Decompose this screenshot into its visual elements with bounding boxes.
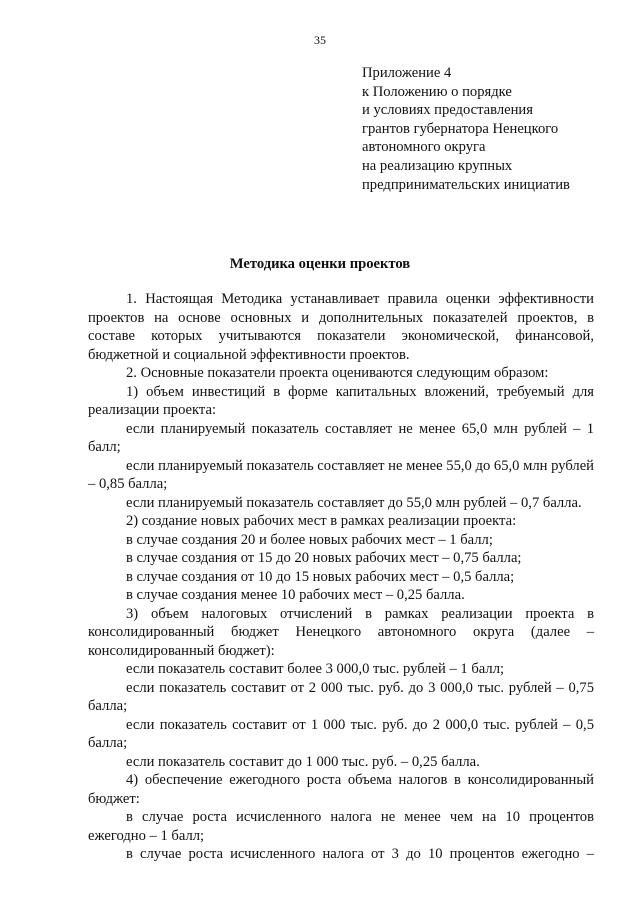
paragraph: в случае создания от 15 до 20 новых рабочих мест – 0,75 балла; bbox=[126, 550, 522, 566]
paragraph: если показатель составит более 3 000,0 тыс. рублей – 1 балл; bbox=[126, 661, 505, 677]
paragraph: в случае роста исчисленного налога не менее чем на 10 процентов ежегодно – 1 балл; bbox=[88, 809, 594, 844]
paragraph: в случае создания от 10 до 15 новых рабочих мест – 0,5 балла; bbox=[126, 568, 515, 585]
appendix-header bbox=[362, 64, 632, 194]
paragraph: если показатель составит от 2 000 тыс. руб. до 3 000,0 тыс. рублей – 0,75 балла; bbox=[88, 679, 594, 714]
paragraph: в случае роста исчисленного налога от 3 до 10 процентов ежегодно – bbox=[126, 846, 594, 862]
paragraph: 4) обеспечение ежегодного роста объема налогов в консолидированный бюджет: bbox=[88, 772, 594, 807]
appendix-line: к Положению о порядке bbox=[362, 83, 512, 100]
paragraph: 2. Основные показатели проекта оцениваются следующим образом: bbox=[126, 365, 549, 381]
paragraph: 2) создание новых рабочих мест в рамках реализации проекта: bbox=[126, 513, 517, 529]
appendix-line: грантов губернатора Ненецкого bbox=[362, 120, 559, 137]
paragraph: 1) объем инвестиций в форме капитальных вложений, требуемый для реализации проекта: bbox=[88, 383, 594, 418]
paragraph: если показатель составит от 1 000 тыс. руб. до 2 000,0 тыс. рублей – 0,5 балла; bbox=[88, 716, 594, 751]
page-number: 35 bbox=[314, 33, 326, 47]
paragraph: если планируемый показатель составляет не менее 55,0 до 65,0 млн рублей – 0,85 балла; bbox=[88, 457, 594, 492]
paragraph: если показатель составит до 1 000 тыс. руб. – 0,25 балла. bbox=[126, 753, 480, 770]
paragraph: если планируемый показатель составляет не менее 65,0 млн рублей – 1 балл; bbox=[88, 420, 594, 455]
document-body bbox=[88, 290, 594, 864]
paragraph: если планируемый показатель составляет до 55,0 млн рублей – 0,7 балла. bbox=[126, 494, 582, 511]
appendix-line: предпринимательских инициатив bbox=[362, 176, 570, 193]
appendix-line: Приложение 4 bbox=[362, 65, 452, 81]
paragraph: 1. Настоящая Методика устанавливает правила оценки эффективности проектов на основе основных и дополнительных показателей проектов, в составе которых учитываются показатели экономической, финансовой, бюджетной и социальной эффективности проектов. bbox=[88, 291, 594, 363]
paragraph: 3) объем налоговых отчислений в рамках реализации проекта в консолидированный бюджет Ненецкого автономного округа (далее – консолидированный бюджет): bbox=[88, 605, 594, 659]
paragraph: в случае создания менее 10 рабочих мест – 0,25 балла. bbox=[126, 587, 465, 603]
appendix-line: автономного округа bbox=[362, 139, 486, 156]
appendix-line: на реализацию крупных bbox=[362, 157, 513, 174]
paragraph: в случае создания 20 и более новых рабочих мест – 1 балл; bbox=[126, 531, 493, 548]
appendix-line: и условиях предоставления bbox=[362, 102, 533, 119]
document-title: Методика оценки проектов bbox=[229, 256, 411, 272]
